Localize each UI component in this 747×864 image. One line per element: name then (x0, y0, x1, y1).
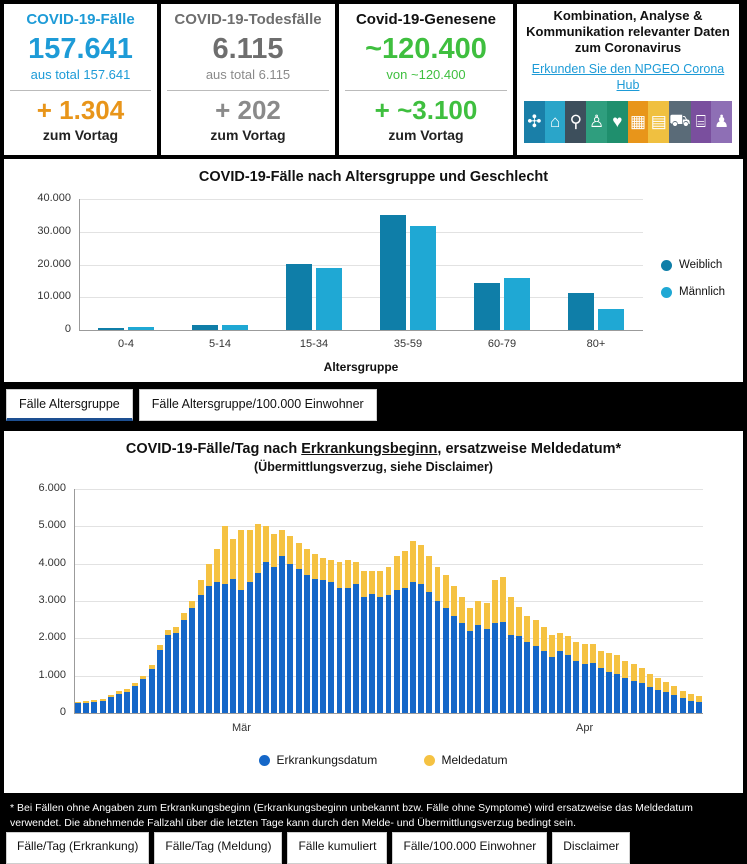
daily-bar-meldedatum[interactable] (320, 558, 326, 580)
legend-label: Männlich (679, 286, 726, 298)
daily-bar-meldedatum[interactable] (328, 560, 334, 582)
age-bar[interactable] (504, 278, 530, 330)
age-bar[interactable] (128, 327, 154, 330)
x-axis-title: Altersgruppe (323, 360, 399, 374)
daily-bar-erkrankungsdatum[interactable] (500, 622, 506, 713)
daily-bar-erkrankungsdatum[interactable] (565, 655, 571, 713)
daily-bar-erkrankungsdatum[interactable] (508, 635, 514, 713)
daily-bar-meldedatum[interactable] (671, 686, 677, 695)
daily-bar-meldedatum[interactable] (124, 689, 130, 692)
daily-bar-erkrankungsdatum[interactable] (149, 669, 155, 713)
daily-bar-meldedatum[interactable] (91, 700, 97, 702)
y-axis-tick-label: 10.000 (37, 290, 71, 303)
x-axis-tick-label: 35-59 (393, 338, 423, 350)
legend-color-dot (661, 260, 672, 271)
daily-bar-erkrankungsdatum[interactable] (247, 582, 253, 713)
daily-bar-meldedatum[interactable] (549, 635, 555, 657)
daily-bar-erkrankungsdatum[interactable] (696, 702, 702, 713)
daily-bar-erkrankungsdatum[interactable] (157, 650, 163, 713)
daily-bar-meldedatum[interactable] (304, 549, 310, 575)
daily-bar-meldedatum[interactable] (132, 683, 138, 686)
map-pin-icon[interactable]: ⚲ (565, 101, 586, 143)
y-axis-tick-label: 2.000 (38, 631, 66, 644)
daily-bar-meldedatum[interactable] (524, 616, 530, 642)
age-bar[interactable] (568, 293, 594, 330)
daily-bar-erkrankungsdatum[interactable] (443, 608, 449, 713)
age-bar[interactable] (286, 264, 312, 330)
daily-bar-erkrankungsdatum[interactable] (573, 661, 579, 713)
daily-bar-erkrankungsdatum[interactable] (590, 663, 596, 713)
age-bar[interactable] (380, 215, 406, 330)
kpi-value: 157.641 (28, 33, 133, 65)
bottom-tabs (0, 832, 636, 864)
daily-bar-erkrankungsdatum[interactable] (606, 672, 612, 713)
daily-bar-meldedatum[interactable] (467, 608, 473, 630)
y-axis-tick-label: 30.000 (37, 224, 71, 237)
daily-title-post: , ersatzweise Meldedatum* (437, 441, 622, 457)
daily-bar-erkrankungsdatum[interactable] (140, 679, 146, 713)
kpi-card-recovered (339, 4, 513, 155)
daily-bar-erkrankungsdatum[interactable] (214, 582, 220, 713)
daily-bar-meldedatum[interactable] (189, 601, 195, 608)
tab-faelle-100k[interactable]: Fälle/100.000 Einwohner (392, 832, 547, 864)
x-axis-tick-label: 15-34 (299, 338, 329, 350)
kpi-delta-label: zum Vortag (210, 127, 286, 143)
daily-title-link[interactable]: Erkrankungsbeginn (301, 441, 438, 457)
daily-bar-meldedatum[interactable] (108, 695, 114, 697)
legend-color-dot (424, 755, 435, 766)
tab-disclaimer[interactable]: Disclaimer (552, 832, 630, 864)
age-bar[interactable] (192, 325, 218, 330)
kpi-divider (167, 90, 329, 91)
daily-bar-meldedatum[interactable] (582, 644, 588, 665)
daily-bar-meldedatum[interactable] (181, 613, 187, 619)
daily-bar-meldedatum[interactable] (484, 603, 490, 629)
daily-bar-meldedatum[interactable] (247, 530, 253, 582)
y-axis-tick-label: 6.000 (38, 482, 66, 494)
legend-color-dot (661, 287, 672, 298)
kpi-title: COVID-19-Todesfälle (174, 11, 322, 28)
daily-bar-erkrankungsdatum[interactable] (418, 584, 424, 713)
people-icon[interactable]: ♟ (711, 101, 732, 143)
daily-bar-meldedatum[interactable] (500, 577, 506, 622)
x-axis-tick-label: 60-79 (487, 338, 517, 350)
x-axis-tick-label: 5-14 (208, 338, 232, 350)
daily-bar-erkrankungsdatum[interactable] (492, 623, 498, 713)
y-axis-tick-label: 1.000 (38, 668, 66, 681)
daily-bar-meldedatum[interactable] (100, 699, 106, 701)
daily-bar-meldedatum[interactable] (410, 541, 416, 582)
daily-bar-meldedatum[interactable] (271, 534, 277, 568)
y-axis-line (79, 199, 80, 330)
daily-bar-erkrankungsdatum[interactable] (304, 575, 310, 713)
age-bar[interactable] (222, 325, 248, 330)
y-axis-tick-label: 0 (59, 706, 66, 718)
daily-bar-meldedatum[interactable] (198, 580, 204, 595)
daily-bar-meldedatum[interactable] (655, 678, 661, 690)
daily-bar-meldedatum[interactable] (451, 586, 457, 616)
daily-bar-erkrankungsdatum[interactable] (198, 595, 204, 713)
age-chart-plot (4, 187, 743, 382)
kpi-value: 6.115 (212, 33, 284, 65)
daily-bar-erkrankungsdatum[interactable] (541, 651, 547, 713)
hub-title: Kombination, Analyse & Kommunikation relevanter Daten zum Coronavirus (526, 8, 730, 55)
daily-bar-erkrankungsdatum[interactable] (426, 592, 432, 713)
legend-item[interactable] (661, 286, 725, 298)
daily-chart-subtitle: (Übermittlungsverzug, siehe Disclaimer) (254, 460, 493, 474)
tab-faelle-altersgruppe[interactable]: Fälle Altersgruppe (6, 389, 133, 421)
daily-bar-meldedatum[interactable] (688, 694, 694, 701)
daily-bar-meldedatum[interactable] (557, 633, 563, 652)
gridline (74, 526, 703, 527)
tab-faelle-tag-meldung[interactable]: Fälle/Tag (Meldung) (154, 832, 282, 864)
daily-bar-meldedatum[interactable] (573, 642, 579, 661)
daily-bar-meldedatum[interactable] (508, 597, 514, 634)
daily-bar-meldedatum[interactable] (238, 530, 244, 590)
daily-bar-erkrankungsdatum[interactable] (598, 668, 604, 713)
daily-bar-meldedatum[interactable] (598, 651, 604, 668)
daily-bar-meldedatum[interactable] (622, 661, 628, 678)
daily-bar-meldedatum[interactable] (418, 545, 424, 584)
kpi-delta-label: zum Vortag (388, 127, 464, 143)
daily-bar-erkrankungsdatum[interactable] (132, 686, 138, 713)
age-chart-title: COVID-19-Fälle nach Altersgruppe und Geschlecht (198, 169, 549, 185)
x-axis-tick-label: Apr (575, 722, 594, 734)
x-axis-tick-label: 0-4 (118, 338, 134, 350)
kpi-subtitle: aus total 6.115 (205, 67, 291, 82)
daily-chart-panel (4, 431, 743, 793)
gridline (74, 489, 703, 490)
daily-bar-meldedatum[interactable] (533, 620, 539, 646)
daily-bar-erkrankungsdatum[interactable] (328, 582, 334, 713)
daily-bar-erkrankungsdatum[interactable] (459, 623, 465, 713)
daily-title-pre: COVID-19-Fälle/Tag nach (125, 441, 302, 457)
daily-bar-erkrankungsdatum[interactable] (516, 636, 522, 713)
age-bar[interactable] (598, 309, 624, 330)
daily-bar-erkrankungsdatum[interactable] (631, 681, 637, 713)
daily-bar-erkrankungsdatum[interactable] (435, 601, 441, 713)
kpi-subtitle: aus total 157.641 (30, 67, 131, 82)
legend-item[interactable] (661, 259, 722, 271)
kpi-divider (10, 90, 151, 91)
daily-bar-erkrankungsdatum[interactable] (451, 616, 457, 713)
y-axis-tick-label: 3.000 (38, 594, 66, 606)
daily-bar-meldedatum[interactable] (173, 627, 179, 633)
hospital-icon[interactable]: ⌂ (545, 101, 566, 143)
daily-bar-erkrankungsdatum[interactable] (369, 594, 375, 713)
daily-bar-meldedatum[interactable] (140, 676, 146, 679)
x-axis-line (74, 713, 703, 714)
daily-bar-erkrankungsdatum[interactable] (222, 584, 228, 713)
daily-bar-erkrankungsdatum[interactable] (279, 556, 285, 713)
daily-bar-erkrankungsdatum[interactable] (680, 698, 686, 713)
daily-bar-erkrankungsdatum[interactable] (83, 703, 89, 713)
daily-bar-meldedatum[interactable] (377, 571, 383, 597)
daily-bar-erkrankungsdatum[interactable] (173, 633, 179, 713)
daily-bar-meldedatum[interactable] (361, 571, 367, 597)
daily-bar-meldedatum[interactable] (394, 556, 400, 590)
daily-bar-meldedatum[interactable] (206, 564, 212, 586)
daily-bar-meldedatum[interactable] (639, 668, 645, 683)
age-bar[interactable] (474, 283, 500, 330)
kpi-delta: + ~3.100 (374, 95, 478, 125)
tab-faelle-altersgruppe-100k[interactable]: Fälle Altersgruppe/100.000 Einwohner (139, 389, 377, 421)
daily-chart-plot (4, 479, 743, 793)
daily-bar-erkrankungsdatum[interactable] (655, 690, 661, 713)
daily-bar-meldedatum[interactable] (614, 655, 620, 674)
gridline (79, 265, 643, 266)
daily-bar-meldedatum[interactable] (312, 554, 318, 578)
daily-bar-meldedatum[interactable] (663, 682, 669, 692)
legend-color-dot (259, 755, 270, 766)
daily-bar-meldedatum[interactable] (296, 543, 302, 569)
daily-bar-meldedatum[interactable] (222, 526, 228, 584)
daily-bar-meldedatum[interactable] (279, 530, 285, 556)
daily-bar-meldedatum[interactable] (459, 597, 465, 623)
daily-bar-meldedatum[interactable] (435, 567, 441, 601)
daily-bar-erkrankungsdatum[interactable] (582, 664, 588, 713)
tab-faelle-kumuliert[interactable]: Fälle kumuliert (287, 832, 387, 864)
daily-bar-erkrankungsdatum[interactable] (271, 567, 277, 713)
daily-bar-erkrankungsdatum[interactable] (100, 701, 106, 713)
daily-chart-title (4, 431, 743, 457)
y-axis-line (74, 489, 75, 713)
daily-bar-erkrankungsdatum[interactable] (377, 597, 383, 713)
daily-bar-meldedatum[interactable] (647, 674, 653, 687)
daily-bar-erkrankungsdatum[interactable] (614, 674, 620, 713)
daily-bar-erkrankungsdatum[interactable] (622, 678, 628, 713)
kpi-subtitle: von ~120.400 (386, 67, 466, 82)
age-chart-panel (4, 159, 743, 382)
y-axis-tick-label: 0 (64, 323, 71, 335)
legend-item[interactable] (259, 753, 378, 767)
hub-link[interactable]: Erkunden Sie den NPGEO Corona Hub (531, 62, 725, 92)
daily-bar-erkrankungsdatum[interactable] (91, 702, 97, 713)
daily-bar-erkrankungsdatum[interactable] (337, 588, 343, 713)
kpi-divider (345, 90, 507, 91)
age-bar[interactable] (316, 268, 342, 330)
legend-label: Weiblich (679, 259, 723, 271)
kpi-card-deaths (161, 4, 335, 155)
daily-bar-erkrankungsdatum[interactable] (75, 703, 81, 713)
bar-chart-icon[interactable]: ▤ (648, 101, 669, 143)
daily-bar-erkrankungsdatum[interactable] (255, 573, 261, 713)
x-axis-tick-label: 80+ (586, 338, 606, 350)
kpi-delta-label: zum Vortag (42, 127, 119, 143)
daily-bar-meldedatum[interactable] (353, 562, 359, 584)
legend-label: Meldedatum (441, 753, 508, 767)
virus-icon[interactable]: ✣ (524, 101, 545, 143)
y-axis-tick-label: 4.000 (38, 556, 66, 569)
daily-bar-erkrankungsdatum[interactable] (524, 642, 530, 713)
daily-bar-erkrankungsdatum[interactable] (663, 692, 669, 713)
daily-bar-meldedatum[interactable] (565, 636, 571, 655)
daily-bar-meldedatum[interactable] (606, 653, 612, 672)
daily-bar-erkrankungsdatum[interactable] (386, 595, 392, 713)
legend-item[interactable] (424, 753, 508, 767)
gridline (79, 199, 643, 200)
daily-bar-meldedatum[interactable] (83, 701, 89, 702)
daily-bar-meldedatum[interactable] (287, 536, 293, 564)
daily-bar-meldedatum[interactable] (255, 524, 261, 573)
daily-bar-meldedatum[interactable] (75, 702, 81, 703)
daily-bar-meldedatum[interactable] (680, 691, 686, 698)
kpi-delta: + 1.304 (36, 95, 125, 125)
daily-bar-meldedatum[interactable] (541, 627, 547, 651)
daily-bar-erkrankungsdatum[interactable] (688, 701, 694, 713)
daily-bar-meldedatum[interactable] (516, 607, 522, 637)
daily-bar-erkrankungsdatum[interactable] (647, 687, 653, 713)
daily-bar-erkrankungsdatum[interactable] (361, 597, 367, 713)
kpi-row (0, 0, 747, 155)
daily-bar-erkrankungsdatum[interactable] (296, 569, 302, 713)
daily-bar-erkrankungsdatum[interactable] (116, 694, 122, 713)
daily-bar-erkrankungsdatum[interactable] (549, 657, 555, 713)
daily-bar-meldedatum[interactable] (165, 630, 171, 635)
x-axis-line (79, 330, 643, 331)
chart-icon[interactable]: ▦ (628, 101, 649, 143)
daily-bar-erkrankungsdatum[interactable] (238, 590, 244, 713)
daily-bar-erkrankungsdatum[interactable] (484, 629, 490, 713)
daily-bar-erkrankungsdatum[interactable] (181, 620, 187, 713)
daily-bar-erkrankungsdatum[interactable] (108, 697, 114, 713)
daily-bar-erkrankungsdatum[interactable] (475, 625, 481, 713)
daily-bar-meldedatum[interactable] (214, 549, 220, 583)
daily-bar-meldedatum[interactable] (149, 665, 155, 669)
daily-bar-meldedatum[interactable] (345, 560, 351, 588)
daily-bar-erkrankungsdatum[interactable] (263, 562, 269, 713)
daily-bar-erkrankungsdatum[interactable] (533, 646, 539, 713)
daily-bar-erkrankungsdatum[interactable] (165, 635, 171, 713)
health-shield-icon[interactable]: ♥ (607, 101, 628, 143)
family-icon[interactable]: ♙ (586, 101, 607, 143)
daily-bar-meldedatum[interactable] (230, 539, 236, 578)
daily-bar-erkrankungsdatum[interactable] (353, 584, 359, 713)
age-bar[interactable] (98, 328, 124, 330)
daily-bar-meldedatum[interactable] (590, 644, 596, 663)
daily-bar-meldedatum[interactable] (426, 556, 432, 591)
y-axis-tick-label: 40.000 (37, 192, 71, 204)
daily-bar-meldedatum[interactable] (116, 691, 122, 693)
daily-bar-meldedatum[interactable] (402, 551, 408, 588)
daily-bar-erkrankungsdatum[interactable] (410, 582, 416, 713)
daily-bar-erkrankungsdatum[interactable] (206, 586, 212, 713)
daily-bar-meldedatum[interactable] (492, 580, 498, 623)
y-axis-tick-label: 20.000 (37, 257, 71, 270)
daily-bar-meldedatum[interactable] (369, 571, 375, 593)
kpi-title: Covid-19-Genesene (355, 11, 497, 28)
age-bar[interactable] (410, 226, 436, 330)
car-icon[interactable]: ⛟ (669, 101, 690, 143)
daily-bar-erkrankungsdatum[interactable] (345, 588, 351, 713)
daily-bar-erkrankungsdatum[interactable] (639, 683, 645, 713)
kpi-title: COVID-19-Fälle (26, 11, 135, 28)
kpi-card-cases (4, 4, 157, 155)
x-axis-tick-label: Mär (231, 722, 251, 734)
daily-bar-erkrankungsdatum[interactable] (312, 579, 318, 713)
footnote: * Bei Fällen ohne Angaben zum Erkrankungsbeginn (Erkrankungsbeginn unbekannt bzw. Fälle ohne Symptome) wird ersatzweise das Meldedatum verwendet. Die abnehmende Fallzahl über die letzten Tage kann durch den Melde- und Übermittlungsverzug bedingt sein. (10, 802, 693, 829)
daily-bar-erkrankungsdatum[interactable] (320, 580, 326, 713)
daily-bar-meldedatum[interactable] (696, 696, 702, 702)
daily-bar-meldedatum[interactable] (631, 664, 637, 681)
hub-icon-strip (524, 101, 732, 143)
daily-bar-erkrankungsdatum[interactable] (557, 651, 563, 713)
daily-bar-erkrankungsdatum[interactable] (671, 695, 677, 713)
gridline (74, 564, 703, 565)
kpi-delta: + 202 (215, 95, 281, 125)
daily-bar-erkrankungsdatum[interactable] (402, 588, 408, 713)
gridline (79, 297, 643, 298)
daily-bar-meldedatum[interactable] (475, 601, 481, 625)
daily-bar-meldedatum[interactable] (263, 526, 269, 561)
daily-bar-erkrankungsdatum[interactable] (287, 564, 293, 713)
building-icon[interactable]: ⌸ (691, 101, 712, 143)
daily-bar-erkrankungsdatum[interactable] (189, 608, 195, 713)
gridline (79, 232, 643, 233)
legend-label: Erkrankungsdatum (276, 753, 378, 767)
y-axis-tick-label: 5.000 (38, 519, 66, 532)
daily-bar-meldedatum[interactable] (337, 562, 343, 588)
kpi-value: ~120.400 (365, 33, 487, 65)
daily-bar-erkrankungsdatum[interactable] (394, 590, 400, 713)
daily-bar-erkrankungsdatum[interactable] (467, 631, 473, 713)
age-chart-tabs (0, 382, 747, 427)
tab-faelle-tag-erkrankung[interactable]: Fälle/Tag (Erkrankung) (6, 832, 149, 864)
daily-bar-erkrankungsdatum[interactable] (124, 692, 130, 713)
daily-bar-meldedatum[interactable] (157, 645, 163, 649)
daily-bar-meldedatum[interactable] (443, 575, 449, 609)
daily-bar-meldedatum[interactable] (386, 567, 392, 595)
daily-bar-erkrankungsdatum[interactable] (230, 579, 236, 713)
kpi-card-hub (517, 4, 739, 155)
